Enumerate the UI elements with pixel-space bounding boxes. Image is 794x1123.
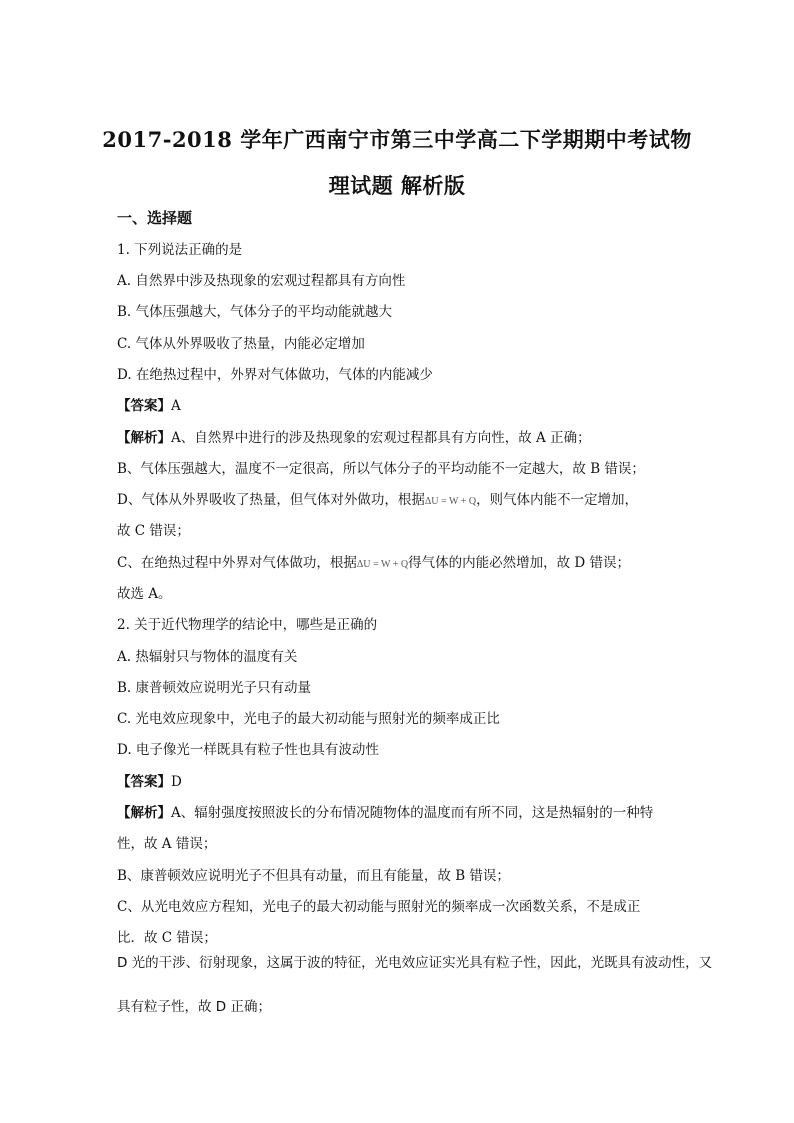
q2-analysis-line-1	[117, 801, 653, 821]
q2-analysis-line-4: C、从光电效应方程知，光电子的最大初动能与照射光的频率成一次函数关系，不是成正	[117, 899, 641, 915]
q1-conclusion: 故选 A。	[117, 586, 172, 602]
q1-analysis-line-4: 故 C 错误；	[117, 523, 190, 539]
q2-option-b: B. 康普顿效应说明光子只有动量	[117, 680, 312, 696]
q2-option-a: A. 热辐射只与物体的温度有关	[117, 649, 298, 665]
q1-analysis-text-3-post: ，则气体内能不一定增加，	[476, 492, 639, 508]
q1-stem: 1. 下列说法正确的是	[117, 242, 243, 258]
q1-analysis-text-5-pre: C、在绝热过程中外界对气体做功，根据	[117, 555, 357, 571]
q2-analysis-line-3: B、康普顿效应说明光子不但具有动量，而且有能量，故 B 错误；	[117, 868, 510, 884]
q2-answer-value: D	[171, 774, 182, 790]
document-title-line-2: 理试题 解析版	[328, 173, 466, 198]
q1-answer	[117, 394, 181, 414]
section-heading: 一、选择题	[117, 209, 193, 227]
q2-option-c: C. 光电效应现象中，光电子的最大初动能与照射光的频率成正比	[117, 711, 500, 727]
q2-option-d: D. 电子像光一样既具有粒子性也具有波动性	[117, 742, 379, 758]
q1-option-d: D. 在绝热过程中，外界对气体做功，气体的内能减少	[117, 367, 433, 383]
q1-analysis-text-5-post: 得气体的内能必然增加，故 D 错误；	[408, 555, 630, 571]
q1-analysis-line-3	[117, 488, 638, 508]
q1-analysis-text-3-pre: D、气体从外界吸收了热量，但气体对外做功，根据	[117, 492, 425, 508]
q2-analysis-line-6: D 光的干涉、衍射现象，这属于波的特征，光电效应证实光具有粒子性，因此，光既具有波动性，又	[117, 955, 713, 971]
q1-analysis-line-2: B、气体压强越大，温度不一定很高，所以气体分子的平均动能不一定越大，故 B 错误；	[117, 461, 645, 477]
q2-stem: 2. 关于近代物理学的结论中，哪些是正确的	[117, 617, 378, 633]
q1-option-c: C. 气体从外界吸收了热量，内能必定增加	[117, 336, 365, 352]
q1-analysis-text-1: A、自然界中进行的涉及热现象的宏观过程都具有方向性，故 A 正确；	[171, 430, 591, 446]
q1-analysis-line-5	[117, 551, 630, 571]
q2-analysis-tag: 【解析】	[117, 805, 171, 821]
q2-analysis-line-7: 具有粒子性，故 D 正确；	[117, 999, 271, 1015]
q2-answer-tag: 【答案】	[117, 774, 171, 790]
q1-answer-tag: 【答案】	[117, 398, 171, 414]
document-title-line-1: 2017-2018 学年广西南宁市第三中学高二下学期期中考试物	[102, 127, 692, 152]
q1-option-b: B. 气体压强越大，气体分子的平均动能就越大	[117, 304, 393, 320]
q2-analysis-line-5: 比．故 C 错误；	[117, 930, 217, 946]
q1-answer-value: A	[171, 398, 181, 414]
q1-formula-2: ΔU = W + Q	[356, 559, 409, 570]
q2-answer	[117, 770, 182, 790]
q1-analysis-line-1	[117, 426, 591, 446]
q1-option-a: A. 自然界中涉及热现象的宏观过程都具有方向性	[117, 273, 406, 289]
q1-analysis-tag: 【解析】	[117, 430, 171, 446]
q2-analysis-text-1: A、辐射强度按照波长的分布情况随物体的温度而有所不同，这是热辐射的一种特	[171, 805, 654, 821]
q2-analysis-line-2: 性，故 A 错误；	[117, 836, 217, 852]
q1-formula-1: ΔU = W + Q	[424, 496, 477, 507]
